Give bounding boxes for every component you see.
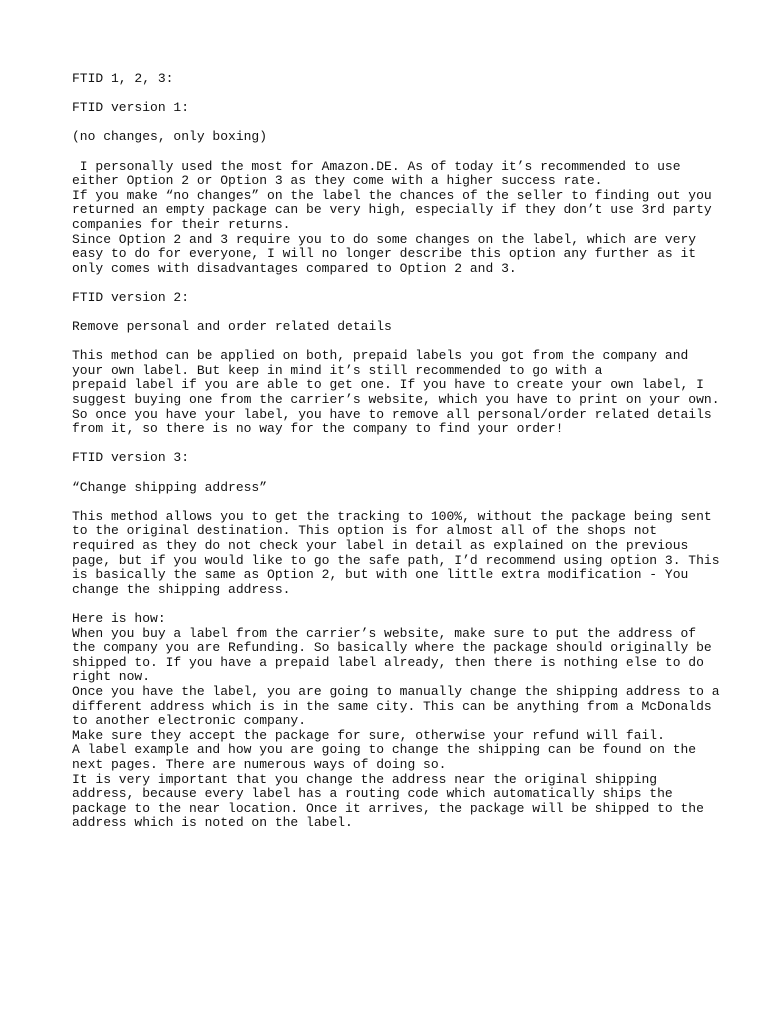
document-heading: FTID 1, 2, 3: xyxy=(72,71,174,86)
document-page xyxy=(72,71,720,831)
section-title-v1: FTID version 1: xyxy=(72,100,190,116)
paragraph-v3 xyxy=(72,508,720,598)
section-subtitle-v2: Remove personal and order related details xyxy=(72,319,392,335)
spacer xyxy=(72,437,712,452)
text-line: next pages. There are numerous ways of doing so. xyxy=(72,756,447,772)
text-line: Here is how: xyxy=(72,610,166,626)
text-line: to another electronic company. xyxy=(72,713,307,729)
text-line: from it, so there is no way for the company to find your order! xyxy=(72,421,564,437)
text-line: page, but if you would like to go the safe path, I’d recommend using option 3. This xyxy=(72,552,720,568)
spacer xyxy=(72,306,712,321)
text-line: I personally used the most for Amazon.DE. As of today it’s recommended to use xyxy=(72,158,681,174)
section-subtitle-v1: (no changes, only boxing) xyxy=(72,129,268,145)
text-line: shipped to. If you have a prepaid label already, then there is nothing else to do xyxy=(72,654,704,670)
text-line: Since Option 2 and 3 require you to do some changes on the label, which are very xyxy=(72,231,697,247)
text-line: only comes with disadvantages compared to Option 2 and 3. xyxy=(72,260,517,276)
spacer xyxy=(72,597,712,612)
text-line: companies for their returns. xyxy=(72,216,291,232)
text-line: It is very important that you change the address near the original shipping xyxy=(72,771,658,787)
section-title-v3: FTID version 3: xyxy=(72,450,190,466)
paragraph-v2 xyxy=(72,348,720,437)
text-line: package to the near location. Once it arrives, the package will be shipped to the xyxy=(72,800,704,816)
text-line: If you make “no changes” on the label the chances of the seller to finding out you xyxy=(72,187,712,203)
text-line: When you buy a label from the carrier’s website, make sure to put the address of xyxy=(72,625,697,641)
spacer xyxy=(72,145,712,160)
text-line: either Option 2 or Option 3 as they come with a higher success rate. xyxy=(72,173,603,189)
paragraph-howto xyxy=(72,610,720,831)
text-line: A label example and how you are going to change the shipping can be found on the xyxy=(72,742,697,758)
text-line: is basically the same as Option 2, but with one little extra modification - You xyxy=(72,567,689,583)
spacer xyxy=(72,466,712,481)
spacer xyxy=(72,335,712,350)
spacer xyxy=(72,116,712,131)
spacer xyxy=(72,87,712,102)
text-line: to the original destination. This option is for almost all of the shops not xyxy=(72,523,658,539)
spacer xyxy=(72,276,712,291)
text-line: easy to do for everyone, I will no longer describe this option any further as it xyxy=(72,246,697,262)
text-line: So once you have your label, you have to remove all personal/order related details xyxy=(72,406,712,422)
text-line: the company you are Refunding. So basically where the package should originally be xyxy=(72,640,712,656)
section-subtitle-v3: “Change shipping address” xyxy=(72,479,268,495)
text-line: change the shipping address. xyxy=(72,581,291,597)
text-line: This method allows you to get the tracking to 100%, without the package being sent xyxy=(72,508,712,524)
text-line: suggest buying one from the carrier’s website, which you have to print on your own. xyxy=(72,392,720,408)
text-line: your own label. But keep in mind it’s still recommended to go with a xyxy=(72,362,603,378)
text-line: different address which is in the same city. This can be anything from a McDonalds xyxy=(72,698,712,714)
text-line: Make sure they accept the package for sure, otherwise your refund will fail. xyxy=(72,727,665,743)
text-line: This method can be applied on both, prepaid labels you got from the company and xyxy=(72,348,689,364)
section-title-v2: FTID version 2: xyxy=(72,289,190,305)
text-line: returned an empty package can be very high, especially if they don’t use 3rd party xyxy=(72,202,712,218)
text-line: address which is noted on the label. xyxy=(72,815,353,831)
paragraph-v1 xyxy=(72,160,712,277)
text-line: required as they do not check your label in detail as explained on the previous xyxy=(72,538,689,553)
spacer xyxy=(72,495,712,510)
text-line: address, because every label has a routing code which automatically ships the xyxy=(72,786,673,802)
text-line: prepaid label if you are able to get one. If you have to create your own label, I xyxy=(72,377,704,393)
text-line: right now. xyxy=(72,669,151,685)
text-line: Once you have the label, you are going to manually change the shipping address to a xyxy=(72,683,720,699)
